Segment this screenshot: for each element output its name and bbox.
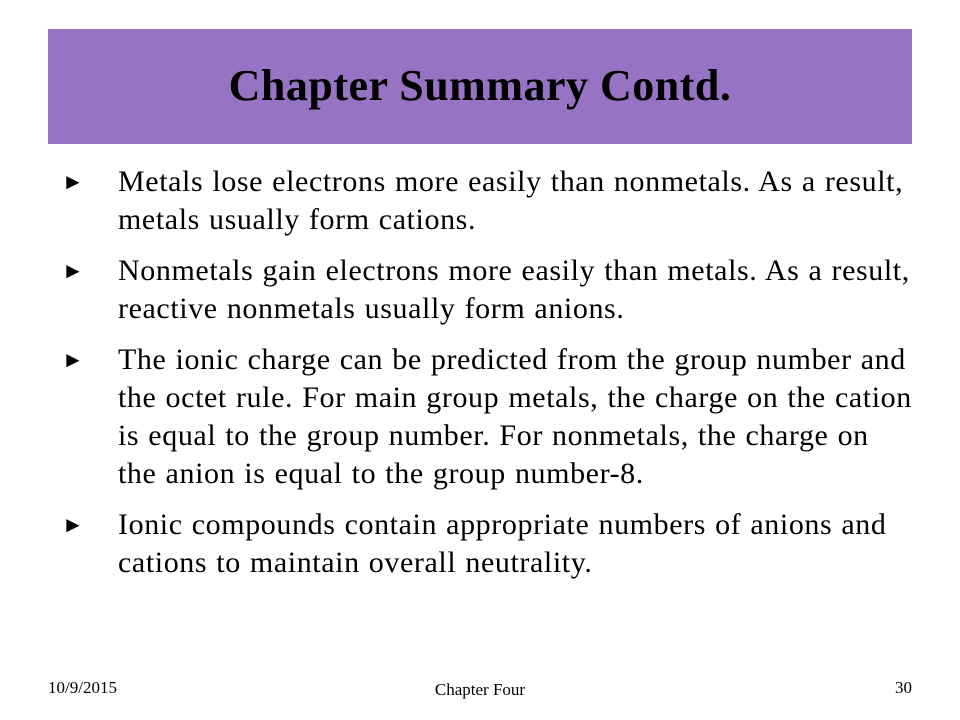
bullet-item: [62, 163, 912, 239]
bullet-item: [62, 252, 912, 328]
bullet-list: [62, 163, 912, 595]
footer-chapter: Chapter Four: [434, 680, 526, 699]
title-bar: [48, 29, 912, 144]
page-number: 30: [895, 678, 912, 697]
bullet-text: Ionic compounds contain appropriate numbers of anions and cations to maintain overall neutrality.: [118, 508, 887, 579]
slide-title: Chapter Summary Contd.: [228, 61, 732, 110]
bullet-arrow-icon: ►: [62, 347, 84, 372]
bullet-arrow-icon: ►: [62, 169, 84, 194]
bullet-text: Metals lose electrons more easily than nonmetals. As a result, metals usually form cations.: [118, 165, 904, 236]
footer-date: 10/9/2015: [48, 678, 117, 697]
bullet-arrow-icon: ►: [62, 512, 84, 537]
bullet-item: [62, 506, 912, 582]
bullet-text: Nonmetals gain electrons more easily than metals. As a result, reactive nonmetals usually form anions.: [118, 254, 910, 325]
bullet-arrow-icon: ►: [62, 258, 84, 283]
bullet-text: The ionic charge can be predicted from the group number and the octet rule. For main group metals, the charge on the cation is equal to the group number. For nonmetals, the charge on the anion is equal to the group number-8.: [118, 343, 912, 490]
bullet-item: [62, 341, 912, 493]
